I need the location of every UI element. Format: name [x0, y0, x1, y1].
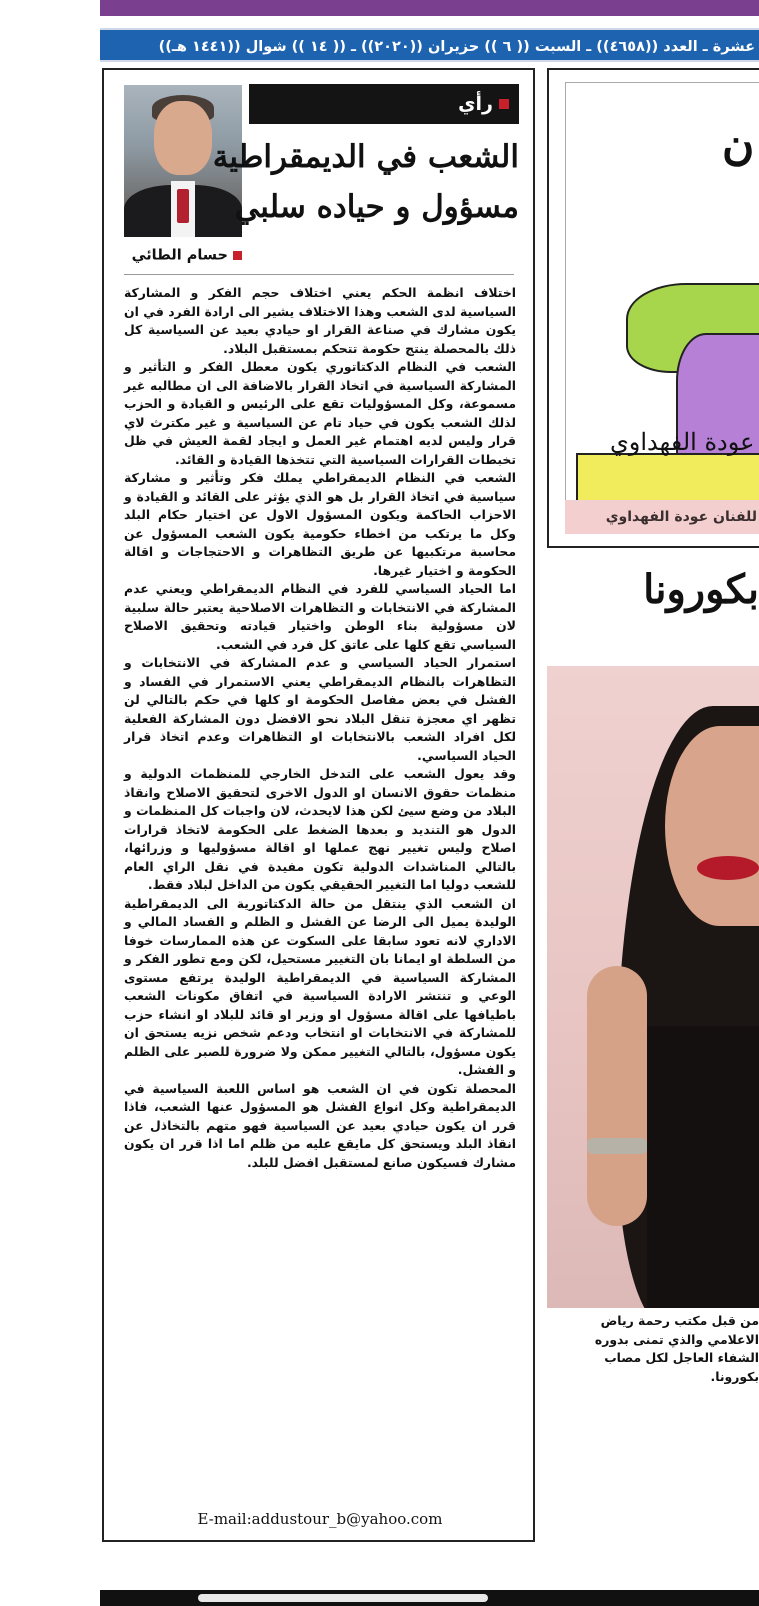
text-line: من قبل مكتب رحمة رياض — [600, 1313, 759, 1328]
paragraph: الشعب في النظام الديمقراطي يملك فكر وتأثير و مشاركة سياسية في اتخاذ القرار بل هو الذي يؤثر على القائد و القيادة و الاحزاب الحاكمة ويكون المسؤول الاول عن اختيار حكام البلد وكل ما يرتكب من اخطاء حكومية يكون الشعب المسؤول عن محاسبة مرتكبيها عن طريق التظاهرات و الاحتجاجات و اقالة الحكومة و اختيار غيرها. — [124, 470, 516, 578]
page-margin — [0, 0, 100, 22]
paragraph: استمرار الحياد السياسي و عدم المشاركة في الانتخابات و التظاهرات بالنظام الديمقراطي يعني الاستمرار في الفساد و الفشل في بعض مفاصل الحكومة او كلها في حكم بالتالي لن تظهر اي معجزة تنقل البلاد نحو الافضل دون المشاركة الفعلية لكل افراد الشعب بالانتخابات او التظاهرات وعدم اتخاذ قرار الحياد السياسي. — [124, 655, 516, 763]
text-line: الاعلامي والذي تمنى بدوره — [594, 1331, 759, 1347]
text-line: الشفاء العاجل لكل مصاب — [604, 1350, 759, 1365]
cartoon-caption: للفنان عودة الفهداوي — [565, 500, 759, 534]
author-byline — [124, 245, 242, 267]
paragraph: ان الشعب الذي ينتقل من حالة الدكتاتورية الى الديمقراطية الوليدة يميل الى الرضا عن الفشل و الظلم و الفساد المالي و الاداري لانه تعود سابقا على السكوت عن هذه الممارسات خوفا من السلطة او ايمانا بان التغيير مستحيل، لكن ومع تطور الفكر و المشاركة السياسية في الديمقراطية الوليدة يرتفع مستوى الوعي و تنتشر الارادة السياسية في اتفاق مكونات الشعب باطيافها على اقالة مسؤول او وزير او قائد للبلاد او انشاء حزب للمشاركة في الانتخابات او انتخاب ودعم شخص نزيه يستحق ان يكون مسؤول، بالتالي التغيير ممكن ولا ضرورة للصبر على الظلم و الفشل. — [124, 895, 516, 1077]
adjacent-headline: بكورونا — [643, 566, 759, 613]
issue-dateline: عشرة ـ العدد ((٤٦٥٨)) ـ السبت (( ٦ )) حزيران ((٢٠٢٠)) ـ (( ١٤ )) شوال ((١٤٤١ هـ)) — [100, 28, 759, 62]
paragraph: اما الحياد السياسي للفرد في النظام الديمقراطي ويعني عدم المشاركة في الانتخابات و التظاهرات الاصلاحية يعتبر حالة سلبية لان مسؤولية بناء الوطن واختيار قيادته وتحقيق الاصلاح السياسي تقع كلها على عاتق كل فرد في الشعب. — [124, 581, 516, 652]
headline-line-2: مسؤول و حياده سلبي — [234, 189, 519, 225]
paragraph: الشعب في النظام الدكتاتوري يكون معطل الفكر و التأثير و المشاركة السياسية في اتخاذ القرار بالاضافة الى ان مطالبه غير مسموعة، وكل المسؤوليات تقع على الرئيس و القيادة و الحزب لذلك الشعب يكون في حياد تام عن السياسية و غير مكترث لاي قرار وليس لديه اهتمام غير العمل و ايجاد لقمة العيش في ظل تخبطات القرارات السياسية التي تتخذها القيادة و القائد. — [124, 359, 516, 467]
portrait-photo — [547, 666, 759, 1308]
adjacent-article-text — [545, 1312, 759, 1386]
article-body — [124, 284, 516, 1172]
divider — [124, 274, 514, 275]
cartoon-text-fragment: ن — [722, 119, 755, 170]
cartoon-box — [547, 68, 759, 548]
top-band — [0, 0, 759, 22]
paragraph: المحصلة تكون في ان الشعب هو اساس اللعبة السياسية في الديمقراطية وكل انواع الفشل هو المسؤول عنها الشعب، فاذا قرر ان يكون حيادي بعيد عن السياسية فهو متهم بالتخاذل عن انقاذ البلد ويستحق كل مايقع عليه من ظلم اما اذا قرر ان يكون مشارك فسيكون صانع لمستقبل افضل للبلد. — [124, 1080, 516, 1170]
section-label: رأي — [458, 93, 493, 115]
section-label-bar — [249, 84, 519, 124]
headline-line-1: الشعب في الديمقراطية — [212, 139, 519, 175]
paragraph: اختلاف انظمة الحكم يعني اختلاف حجم الفكر و المشاركة السياسية لدى الشعب وهذا الاختلاف يشير الى ارادة الفرد في ان يكون مشارك في صناعة القرار او حيادي بعيد عن السياسية كل ذلك بالمحصلة ينتج حكومة تتحكم بمستقبل البلاد. — [124, 285, 516, 356]
text-line: بكورونا. — [710, 1368, 759, 1384]
home-indicator[interactable] — [198, 1594, 488, 1602]
cartoon-signature: عودة الفهداوي — [610, 428, 755, 456]
article-headline — [212, 132, 519, 232]
opinion-column — [102, 68, 535, 1542]
red-square-icon — [499, 99, 509, 109]
cartoon-illustration — [565, 82, 759, 502]
author-name: حسام الطائي — [131, 247, 228, 264]
paragraph: وقد يعول الشعب على التدخل الخارجي للمنظمات الدولية و منظمات حقوق الانسان او الدول الاخرى لتحقيق الاصلاح وانقاذ البلاد من وضع سيئ لكن هذا لايحدث، لان واجبات كل المنظمات و الدول هو التنديد و بعدها الضغط على الحكومة لاتخاذ قرارات اصلاح وليس تغيير نهج عملها او اقالة مسؤوليها و وزرائها، بالتالي المناشدات الدولية تكون مفيدة في نقل الراي العام للشعب دوليا اما التغيير الحقيقي يكون من الداخل لبلاد فقط. — [124, 766, 516, 892]
red-square-icon — [233, 251, 242, 260]
purple-header-band — [100, 0, 759, 16]
adjacent-page — [545, 68, 759, 1542]
author-email: E-mail:addustour_b@yahoo.com — [197, 1510, 443, 1528]
